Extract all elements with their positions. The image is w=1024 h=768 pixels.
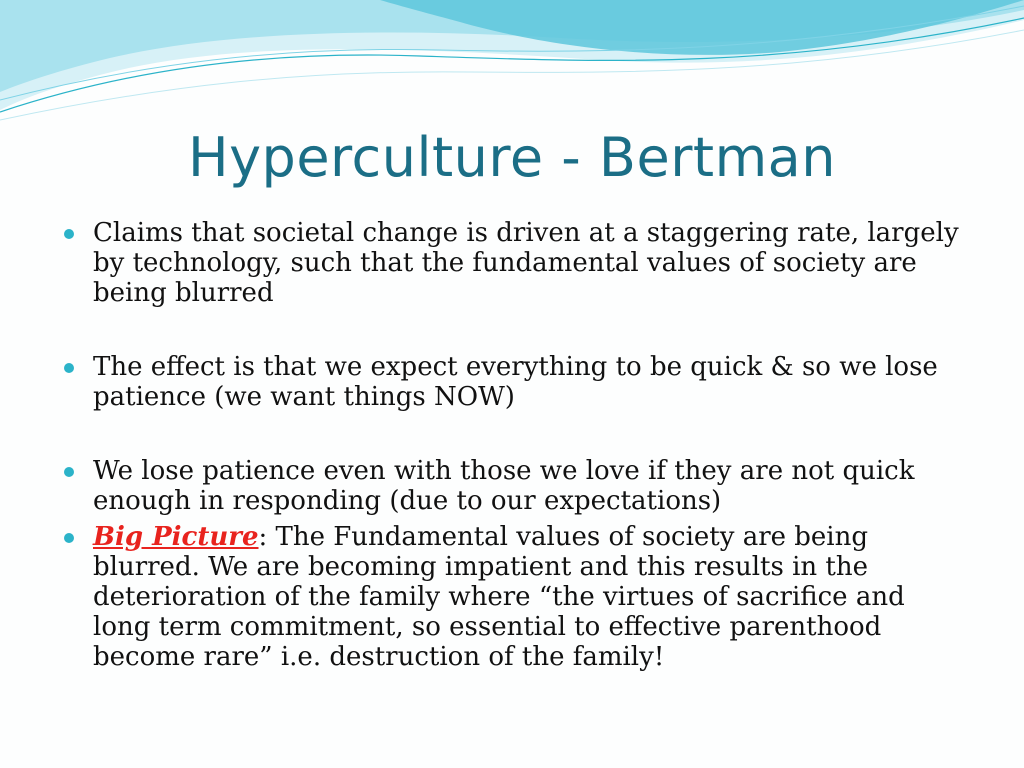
big-picture-emphasis: Big Picture	[93, 522, 259, 552]
bullet-item	[62, 456, 962, 516]
bullet-dot-icon	[64, 467, 74, 477]
header-wave-decoration	[0, 0, 1024, 130]
bullet-dot-icon	[64, 533, 74, 543]
slide-title: Hyperculture - Bertman	[187, 126, 836, 189]
bullet-text: Claims that societal change is driven at a staggering rate, largely by technology, such that the fundamental values of society are being blurred	[93, 218, 959, 308]
bullet-item	[62, 352, 962, 412]
bullet-dot-icon	[64, 363, 74, 373]
bullet-text: The effect is that we expect everything to be quick & so we lose patience (we want things NOW)	[93, 352, 938, 412]
bullet-item	[62, 218, 962, 308]
bullet-text: We lose patience even with those we love if they are not quick enough in responding (due to our expectations)	[93, 456, 915, 516]
bullet-text: : The Fundamental values of society are being blurred. We are becoming impatient and this results in the deterioration of the family where “the virtues of sacrifice and long term commitment, so essential to effective parenthood become rare” i.e. destruction of the family!	[93, 522, 905, 672]
bullet-dot-icon	[64, 229, 74, 239]
bullet-list	[62, 218, 962, 672]
bullet-item	[62, 522, 962, 672]
